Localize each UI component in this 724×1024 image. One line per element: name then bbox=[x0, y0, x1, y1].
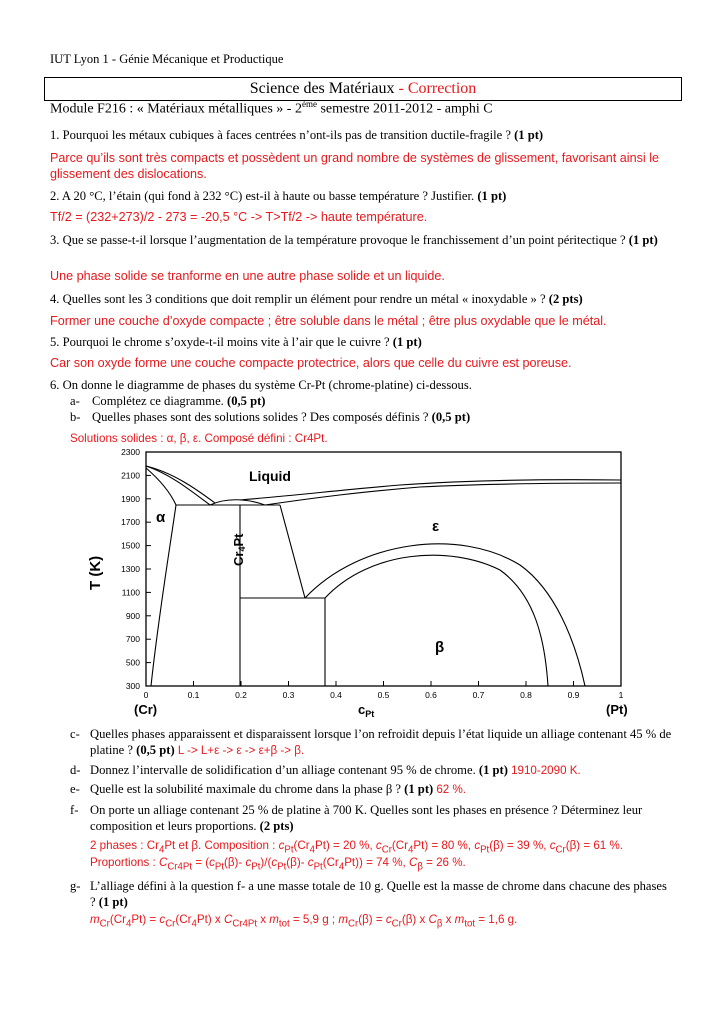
module-pre: Module F216 : « Matériaux métalliques » - 2 bbox=[50, 101, 302, 117]
q1-points: (1 pt) bbox=[514, 128, 544, 142]
x-tick-label: 0 bbox=[143, 690, 149, 700]
q5-text: 5. Pourquoi le chrome s’oxyde-t-il moins vite à l’air que le cuivre ? bbox=[50, 335, 390, 349]
q5-points: (1 pt) bbox=[392, 335, 422, 349]
y-tick-label: 300 bbox=[125, 681, 140, 691]
answer-6g: $m_{Cr}(Cr_4Pt) = c_{Cr}(Cr_4Pt)$ x $C_{Cr4Pt}$ x $m_{tot} = 5,9$ g ; $m_{Cr}(\beta) = c_{Cr}(\beta)$ x $C_\beta$ x $m_{tot} = 1,6$ g. bbox=[90, 913, 518, 930]
q6a-points: (0,5 pt) bbox=[227, 394, 266, 408]
q6e-answer: 62 %. bbox=[436, 783, 467, 796]
question-6f bbox=[70, 802, 675, 834]
q6d-answer: 1910-2090 K. bbox=[511, 764, 581, 777]
x-tick-label: 0.6 bbox=[425, 690, 437, 700]
q6e-text: Quelle est la solubilité maximale du chrome dans la phase β ? bbox=[90, 782, 402, 796]
y-tick-label: 2100 bbox=[121, 470, 140, 481]
q3-text: 3. Que se passe-t-il lorsque l’augmentation de la température provoque le franchissement d’un point péritectique ? bbox=[50, 233, 626, 247]
answer-4: Former une couche d’oxyde compacte ; être soluble dans le métal ; être plus oxydable que le métal. bbox=[50, 314, 607, 328]
x-ticks bbox=[144, 681, 624, 700]
module-line bbox=[50, 99, 493, 118]
q6c-label: c- bbox=[70, 727, 80, 741]
q6f-label: f- bbox=[70, 803, 79, 817]
x-tick-label: 1 bbox=[618, 690, 624, 700]
question-5 bbox=[50, 334, 675, 350]
phase-boundaries bbox=[146, 466, 621, 686]
label-liquid: Liquid bbox=[249, 468, 291, 484]
q6e-points: (1 pt) bbox=[404, 782, 434, 796]
x-tick-label: 0.8 bbox=[520, 690, 532, 700]
y-tick-label: 1900 bbox=[121, 493, 140, 504]
y-tick-label: 1700 bbox=[121, 517, 140, 528]
plot-frame bbox=[146, 452, 621, 686]
q6g-label: g- bbox=[70, 879, 81, 893]
module-sup: ème bbox=[301, 99, 317, 109]
q6d-points: (1 pt) bbox=[478, 763, 508, 777]
x-tick-label: 0.4 bbox=[330, 690, 342, 700]
q6a-label: a- bbox=[70, 394, 80, 408]
q4-points: (2 pts) bbox=[548, 292, 583, 306]
answer-6b: Solutions solides : α, β, ε. Composé défini : Cr4Pt. bbox=[70, 432, 328, 445]
phase-diagram bbox=[80, 445, 640, 725]
title-dash: - bbox=[394, 80, 408, 97]
answer-5: Car son oxyde forme une couche compacte protectrice, alors que celle du cuivre est poreuse. bbox=[50, 356, 572, 370]
q4-text: 4. Quelles sont les 3 conditions que doit remplir un élément pour rendre un métal « inoxydable » ? bbox=[50, 292, 546, 306]
q6c-answer: L -> L+ε -> ε -> ε+β -> β. bbox=[177, 744, 305, 757]
q6d-label: d- bbox=[70, 763, 81, 777]
question-6: 6. On donne le diagramme de phases du système Cr-Pt (chrome-platine) ci-dessous. bbox=[50, 378, 472, 392]
y-tick-label: 900 bbox=[125, 610, 140, 621]
q6b-points: (0,5 pt) bbox=[431, 410, 471, 424]
y-axis-label: T (K) bbox=[87, 555, 104, 590]
title-box bbox=[44, 77, 682, 101]
question-6e bbox=[70, 781, 675, 798]
q3-points: (1 pt) bbox=[628, 233, 658, 247]
q6c-text: Quelles phases apparaissent et disparaissent lorsque l’on refroidit depuis l’état liquide un alliage contenant 45 % de platine ? bbox=[90, 727, 672, 757]
label-epsilon: ε bbox=[432, 518, 440, 535]
q6a-text: Complétez ce diagramme. bbox=[92, 394, 224, 408]
left-element-label: (Cr) bbox=[134, 702, 158, 717]
x-tick-label: 0.9 bbox=[567, 690, 580, 700]
y-tick-label: 1300 bbox=[121, 564, 140, 574]
answer-6f-composition: 2 phases : $Cr_4Pt$ et β. Composition : $c_{Pt}(Cr_4Pt) = 20$ %, $c_{Cr}(Cr_4Pt) = 80$ %, $c_{Pt}(\beta) = 39$ %, $c_{Cr}(\beta) = 61$ %. bbox=[90, 839, 623, 856]
y-tick-label: 500 bbox=[125, 657, 140, 668]
x-tick-label: 0.3 bbox=[282, 690, 295, 700]
answer-3: Une phase solide se tranforme en une autre phase solide et un liquide. bbox=[50, 269, 445, 283]
q6c-points: (0,5 pt) bbox=[136, 743, 175, 757]
q6g-text: L’alliage défini à la question f- a une masse totale de 10 g. Quelle est la masse de chrome dans chacune des phases ? bbox=[90, 879, 667, 909]
q6b-label: b- bbox=[70, 410, 81, 424]
question-3 bbox=[50, 232, 675, 248]
q6b-text: Quelles phases sont des solutions solides ? Des composés définis ? bbox=[92, 410, 429, 424]
module-post: semestre 2011-2012 - amphi C bbox=[316, 101, 493, 117]
y-tick-label: 700 bbox=[125, 634, 140, 645]
x-axis-label: $c_{Pt}$ bbox=[358, 702, 375, 719]
right-element-label: (Pt) bbox=[606, 702, 628, 717]
question-1 bbox=[50, 127, 675, 143]
q6d-text: Donnez l’intervalle de solidification d’un alliage contenant 95 % de chrome. bbox=[90, 763, 476, 777]
question-6g bbox=[70, 878, 675, 910]
answer-1: Parce qu’ils sont très compacts et possèdent un grand nombre de systèmes de glissement, favorisant ainsi le glissement des dislocations. bbox=[50, 151, 660, 181]
q1-text: 1. Pourquoi les métaux cubiques à faces centrées n’ont-ils pas de transition ductile-fragile ? bbox=[50, 128, 511, 142]
question-4 bbox=[50, 291, 675, 307]
label-alpha: α bbox=[156, 509, 166, 526]
y-tick-label: 2300 bbox=[121, 447, 140, 457]
x-tick-label: 0.1 bbox=[187, 690, 200, 700]
question-6a bbox=[70, 393, 265, 409]
x-tick-label: 0.5 bbox=[377, 690, 390, 700]
x-tick-label: 0.2 bbox=[235, 690, 247, 700]
question-2 bbox=[50, 188, 675, 204]
y-tick-label: 1500 bbox=[121, 540, 140, 551]
label-cr4pt: Cr4Pt bbox=[231, 533, 247, 566]
y-tick-label: 1100 bbox=[121, 587, 140, 598]
q6g-points: (1 pt) bbox=[98, 895, 128, 909]
q6f-points: (2 pts) bbox=[259, 819, 294, 833]
answer-2: Tf/2 = (232+273)/2 - 273 = -20,5 °C -> T>Tf/2 -> haute température. bbox=[50, 210, 428, 224]
q2-text: 2. A 20 °C, l’étain (qui fond à 232 °C) est-il à haute ou basse température ? Justifier. bbox=[50, 189, 475, 203]
answer-6f-proportions: Proportions : $C_{Cr4Pt} = (c_{Pt}(\beta)-$ $c_{Pt})/(c_{Pt}(\beta)-$ $c_{Pt}(Cr_4Pt)) = 74$ %, $C_\beta = 26$ %. bbox=[90, 856, 466, 873]
label-beta: β bbox=[435, 639, 445, 656]
title-correction: Correction bbox=[407, 80, 477, 97]
question-6c bbox=[70, 726, 675, 759]
q6e-label: e- bbox=[70, 782, 80, 796]
q6f-text: On porte un alliage contenant 25 % de platine à 700 K. Quelles sont les phases en présence ? Déterminez leur composition et leurs proportions. bbox=[90, 803, 643, 833]
q2-points: (1 pt) bbox=[477, 189, 507, 203]
x-tick-label: 0.7 bbox=[472, 690, 485, 700]
page-title: Science des Matériaux bbox=[249, 80, 395, 97]
page-header: IUT Lyon 1 - Génie Mécanique et Productique bbox=[50, 52, 284, 66]
question-6d bbox=[70, 762, 675, 779]
question-6b bbox=[70, 409, 470, 425]
